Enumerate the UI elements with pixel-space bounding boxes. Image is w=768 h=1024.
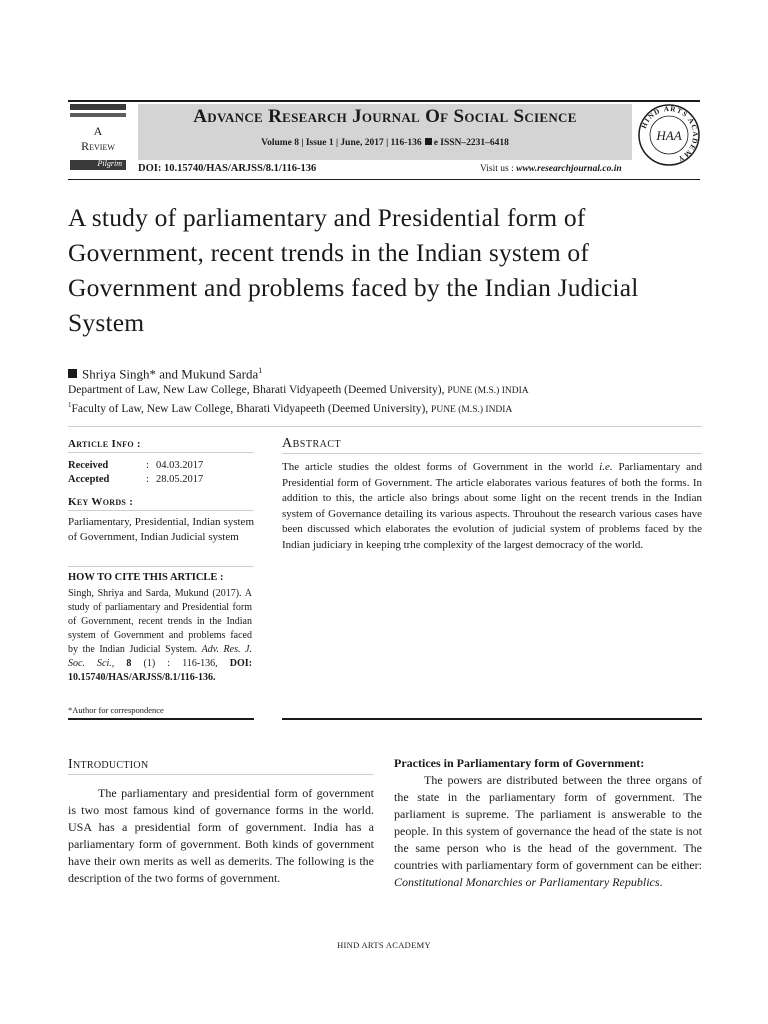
cite-pages: (1) : 116-136, [143,658,218,669]
visit-label: Visit us : [480,164,514,174]
accepted-label: Accepted [68,474,110,485]
abstract-ie: i.e. [599,461,613,473]
practices-body: The powers are distributed between the three organs of the state in the parliamentary form of government. The parliament is supreme. The parliament is answerable to the people. In this system of governance the head of the state is not the same person who is the head of the government. The countries with parliamentary form of government can be either: [394,773,702,872]
divider [68,452,254,453]
square-bullet-icon [425,138,432,145]
doi-link[interactable]: DOI: 10.15740/HAS/ARJSS/8.1/116-136 [138,163,317,174]
practices-italic: Constitutional Monarchies or Parliamentary Republics [394,875,660,889]
academy-seal-logo [638,104,700,166]
affiliation-2-sup: 1 [68,401,72,409]
website-link[interactable]: www.researchjournal.co.in [516,164,622,174]
paper-title: A study of parliamentary and Presidential form of Government, recent trends in the Indian system of Government and problems faced by the Indian Judicial System [68,203,639,337]
header-top-rule [68,100,700,102]
citation-text [68,587,252,685]
keywords-text: Parliamentary, Presidential, Indian system of Government, Indian Judicial system [68,516,254,543]
divider [282,718,702,720]
author-names: Shriya Singh* and Mukund Sarda [82,366,259,382]
article-info-heading: Article Info : [68,438,141,450]
practices-end: . [659,875,663,889]
divider [68,718,254,720]
affiliation-2 [68,401,512,415]
cite-authors: Singh, Shriya and Sarda, Mukund (2017). [68,588,242,599]
introduction-heading: Introduction [68,757,149,772]
seal-text: HIND ARTS ACADEMY [639,104,700,164]
divider [68,426,702,427]
journal-name: Advance Research Journal Of Social Science [193,106,577,127]
issue-info: Volume 8 | Issue 1 | June, 2017 | 116-136 [261,138,422,148]
practices-heading: Practices in Parliamentary form of Government: [394,756,645,770]
correspondence-note: *Author for correspondence [68,705,164,715]
received-label: Received [68,460,109,471]
abstract-heading: Abstract [282,436,342,451]
received-date: 04.03.2017 [156,460,204,471]
review-badge [70,124,126,154]
affiliation-2-place: PUNE (M.S.) INDIA [431,404,513,415]
practices-text [394,772,702,891]
abstract-part1: The article studies the oldest forms of Government in the world [282,461,594,473]
abstract-text [282,460,702,553]
stripe-tag: Pilgrim [97,159,122,168]
affiliation-1-main: Department of Law, New Law College, Bharati Vidyapeeth (Deemed University), [68,384,445,396]
cite-heading: HOW TO CITE THIS ARTICLE : [68,572,224,583]
badge-word: Review [81,139,115,153]
cite-doi[interactable]: DOI: 10.15740/HAS/ARJSS/8.1/116-136. [68,658,253,683]
divider [68,566,254,567]
divider [282,453,702,454]
affiliation-2-main: Faculty of Law, New Law College, Bharati Vidyapeeth (Deemed University), [71,402,429,415]
square-bullet-icon [68,369,77,378]
affiliation-1-place: PUNE (M.S.) INDIA [447,386,529,396]
author-line [68,366,262,382]
badge-letter: A [93,124,103,138]
cite-volume: 8 [126,658,132,669]
cite-journal: Adv. Res. J. Soc. Sci., [68,644,252,669]
cite-title: A study of parliamentary and Presidential form of Government, recent trends in the Indian system of Government and problems faced by the Indian Judicial System. [68,588,252,655]
visit-line [480,164,622,174]
affiliation-1 [68,384,529,396]
badge-stripe [70,113,126,117]
header-bottom-rule [68,179,700,180]
divider [68,510,254,511]
colon: : [146,474,149,485]
issue-line [138,138,632,148]
badge-stripe [70,160,126,170]
accepted-date: 28.05.2017 [156,474,204,485]
colon: : [146,460,149,471]
author-sup: 1 [258,366,263,375]
badge-stripe [70,104,126,110]
issn: e ISSN–2231–6418 [433,138,509,148]
seal-monogram: HAA [656,128,682,143]
footer-publisher: HIND ARTS ACADEMY [337,940,431,950]
abstract-part2: Parliamentary and Presidential form of Government. The article elaborates various features of both the forms. In addition to this, the article also brings about some light on the recent trends in the Indian system of Governance detailing its various aspects. Throuhout the research various cases have been discussed which elaborates the evolution of judicial system of problems faced by the Indian judiciary in keeping trhe complexity of the largest democracy of the world. [282,461,703,551]
divider [68,774,374,775]
introduction-text: The parliamentary and presidential form of government is two most famous kind of governance forms in the world. USA has a presidential form of government. India has a parliamentary form of government. Both kinds of government have their own merits as well as demerits. The following is the description of the two forms of government. [68,786,374,885]
keywords-heading: Key Words : [68,496,134,508]
